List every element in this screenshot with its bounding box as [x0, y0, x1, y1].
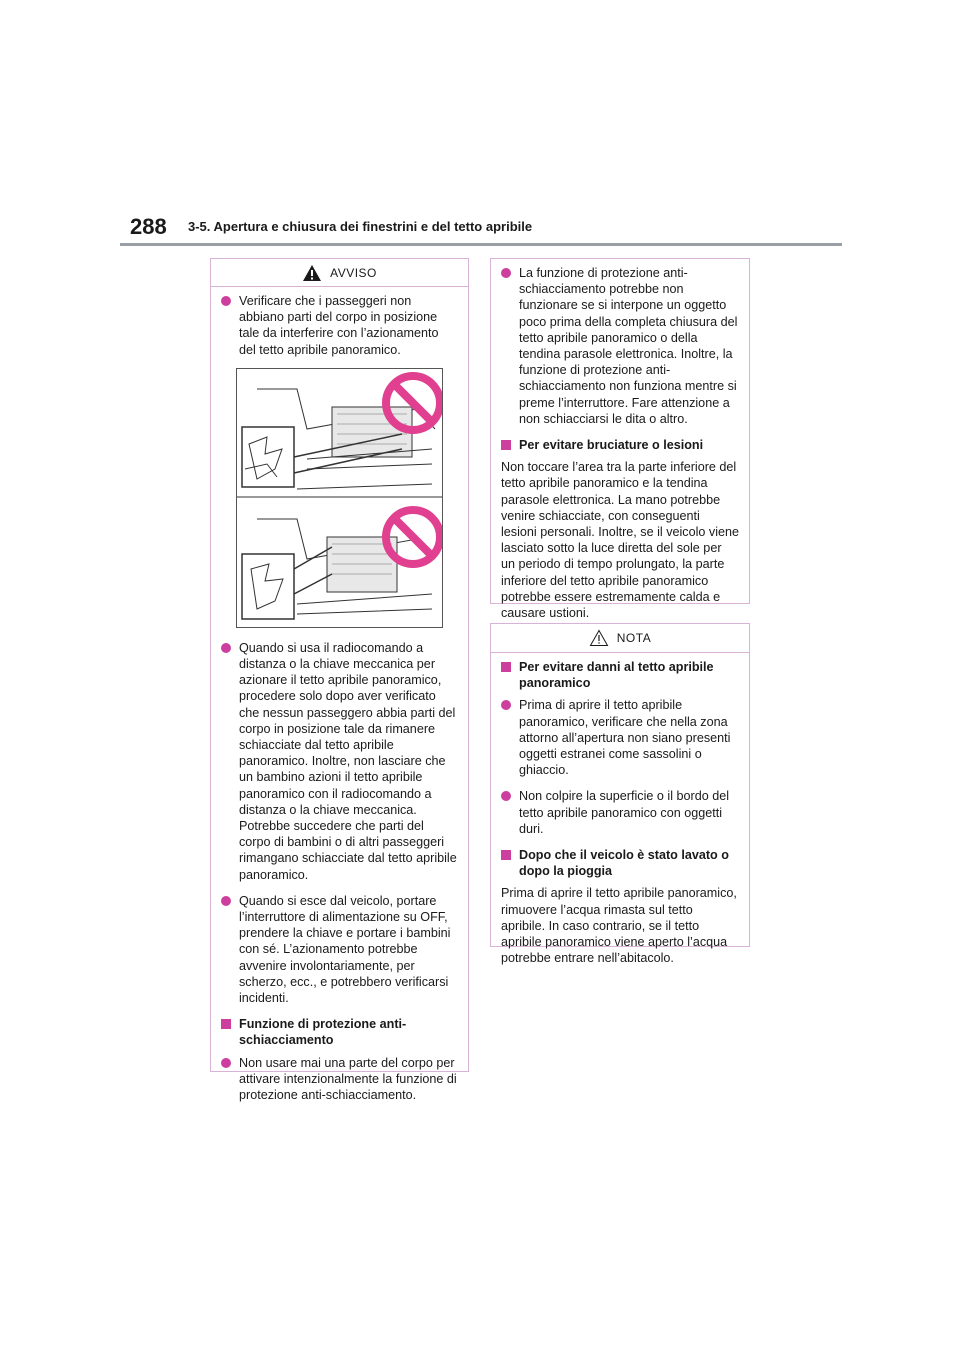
header-divider — [120, 243, 842, 246]
bullet-icon — [221, 1058, 231, 1068]
nota-box — [490, 623, 750, 966]
prohibition-icon — [386, 376, 440, 430]
square-bullet-icon — [501, 662, 511, 672]
avviso-heading: AVVISO — [330, 265, 377, 280]
page-number: 288 — [130, 214, 167, 239]
bullet-icon — [221, 643, 231, 653]
square-bullet-icon — [501, 440, 511, 450]
warning-triangle-icon — [302, 264, 322, 282]
nota-item-1: Prima di aprire il tetto apribile panoramico, verificare che nella zona attorno all’apertura non siano presenti oggetti estranei come sassolini o ghiaccio. — [501, 697, 739, 778]
avviso-item-2: Quando si usa il radiocomando a distanza o la chiave meccanica per azionare il tetto apribile panoramico, procedere solo dopo aver verificato che nessun passeggero abbia parti del corpo in posizione tale da rimanere schiacciate dal tetto apribile panoramico. Inoltre, non lasciare che un bambino azioni il tetto apribile panoramico con il radiocomando a distanza o la chiave meccanica. Potrebbe succedere che parti del corpo di bambini o di altri passeggeri rimangano schiacciate dal tetto apribile panoramico. — [221, 640, 458, 883]
nota-item-2: Non colpire la superficie o il bordo del tetto apribile panoramico con oggetti duri. — [501, 788, 739, 837]
bullet-icon — [501, 700, 511, 710]
bullet-icon — [221, 296, 231, 306]
caution-triangle-icon — [589, 629, 609, 647]
page-title: 3-5. Apertura e chiusura dei finestrini e del tetto apribile — [188, 219, 533, 234]
avviso-burns-paragraph: Non toccare l’area tra la parte inferiore del tetto apribile panoramico e la tendina parasole elettronica. La mano potrebbe venire schiacciate, con conseguenti lesioni personali. Inoltre, se il veicolo viene lasciato sotto la luce diretta del sole per un periodo di tempo prolungato, la parte inferiore del tetto apribile panoramico potrebbe essere estremamente calda e causare ustioni. — [501, 460, 740, 621]
square-bullet-icon — [221, 1019, 231, 1029]
avviso-header — [211, 259, 468, 287]
nota-section-damage: Per evitare danni al tetto apribile panoramico — [501, 659, 739, 691]
bullet-icon — [501, 268, 511, 278]
nota-section-after-wash: Dopo che il veicolo è stato lavato o dopo la pioggia — [501, 847, 739, 879]
avviso-box — [210, 258, 469, 1103]
sunroof-warning-illustration — [236, 368, 443, 628]
avviso-continuation-box — [490, 258, 750, 621]
avviso-section-burns: Per evitare bruciature o lesioni — [501, 437, 739, 453]
avviso-item-3: Quando si esce dal veicolo, portare l’interruttore di alimentazione su OFF, prendere la chiave e portare i bambini con sé. L’azionamento potrebbe avvenire involontariamente, per scherzo, ecc., e potrebbero verificarsi incidenti. — [221, 893, 458, 1006]
avviso-item-4: Non usare mai una parte del corpo per attivare intenzionalmente la funzione di protezione anti-schiacciamento. — [221, 1055, 458, 1104]
nota-after-wash-paragraph: Prima di aprire il tetto apribile panoramico, rimuovere l’acqua rimasta sul tetto apribile. In caso contrario, se il tetto apribile panoramico viene aperto l’acqua potrebbe entrare nell’abitacolo. — [501, 886, 737, 966]
nota-header — [491, 624, 749, 653]
square-bullet-icon — [501, 850, 511, 860]
avviso-section-anti-pinch: Funzione di protezione anti-schiacciamento — [221, 1016, 458, 1048]
nota-heading: NOTA — [616, 631, 652, 645]
avviso-item-1: Verificare che i passeggeri non abbiano parti del corpo in posizione tale da interferire con l’azionamento del tetto apribile panoramico. — [221, 293, 458, 358]
bullet-icon — [221, 896, 231, 906]
avviso-item-5: La funzione di protezione anti-schiacciamento potrebbe non funzionare se si interpone un oggetto poco prima della completa chiusura del tetto apribile panoramico o della tendina parasole elettronica. Inoltre, la funzione di protezione anti-schiacciamento non funziona mentre si preme l’interruttore. Fare attenzione a non schiacciarsi le dita o altro. — [501, 265, 739, 427]
bullet-icon — [501, 791, 511, 801]
